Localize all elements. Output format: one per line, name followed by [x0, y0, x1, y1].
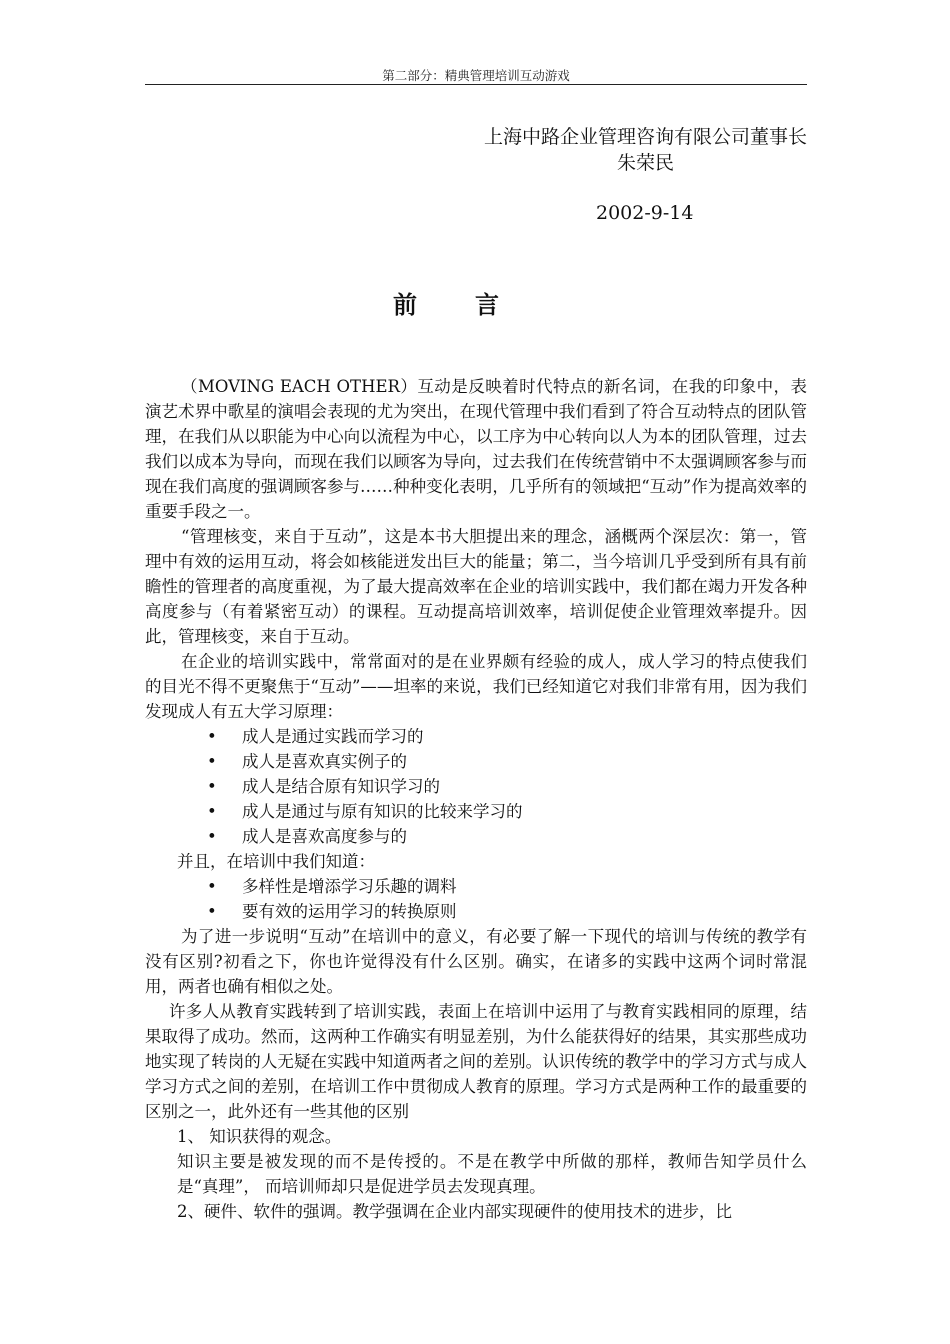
body-text [145, 374, 807, 1224]
paragraph-also: 并且，在培训中我们知道： [177, 852, 375, 871]
document-date: 2002-9-14 [596, 202, 694, 224]
author-block [484, 124, 807, 176]
bullet-icon: • [207, 877, 217, 896]
list-item: • 成人是喜欢真实例子的 [145, 749, 807, 774]
section-title: 前言 [393, 290, 557, 319]
list-item: • 成人是结合原有知识学习的 [145, 774, 807, 799]
paragraph-training-vs-teaching: 为了进一步说明“互动”在培训中的意义，有必要了解一下现代的培训与传统的教学有没有区别?初看之下，你也许觉得没有什么区别。确实，在诸多的实践中这两个词时常混用，两者也确有相似之处。 [145, 927, 807, 996]
list-item: • 多样性是增添学习乐趣的调料 [145, 874, 807, 899]
list-item: • 成人是通过与原有知识的比较来学习的 [145, 799, 807, 824]
adult-learning-list [145, 724, 807, 849]
list-item: • 成人是通过实践而学习的 [145, 724, 807, 749]
bullet-icon: • [207, 752, 217, 771]
training-list [145, 874, 807, 924]
paragraph-adult-learning: 在企业的培训实践中，常常面对的是在业界颇有经验的成人，成人学习的特点使我们的目光不得不更聚焦于“互动”——坦率的来说，我们已经知道它对我们非常有用，因为我们发现成人有五大学习原理： [145, 652, 807, 721]
paragraph-knowledge: 知识主要是被发现的而不是传授的。不是在教学中所做的那样，教师告知学员什么是“真理”， 而培训师却只是促进学员去发现真理。 [177, 1152, 807, 1196]
bullet-icon: • [207, 802, 217, 821]
paragraph-differences: 许多人从教育实践转到了培训实践，表面上在培训中运用了与教育实践相同的原理，结果取得了成功。然而，这两种工作确实有明显差别，为什么能获得好的结果，其实那些成功地实现了转岗的人无疑在实践中知道两者之间的差别。认识传统的教学中的学习方式与成人学习方式之间的差别，在培训工作中贯彻成人教育的原理。学习方式是两种工作的最重要的区别之一，此外还有一些其他的区别 [145, 1002, 807, 1121]
paragraph-concept: “管理核变，来自于互动”，这是本书大胆提出来的理念，涵概两个深层次：第一，管理中有效的运用互动，将会如核能迸发出巨大的能量；第二，当今培训几乎受到所有具有前瞻性的管理者的高度重视，为了最大提高效率在企业的培训实践中，我们都在竭力开发各种高度参与（有着紧密互动）的课程。互动提高培训效率，培训促使企业管理效率提升。因此，管理核变，来自于互动。 [145, 527, 807, 646]
bullet-icon: • [207, 902, 217, 921]
numbered-item-1: 1、 知识获得的观念。 [177, 1127, 342, 1146]
numbered-item-2: 2、硬件、软件的强调。教学强调在企业内部实现硬件的使用技术的进步，比 [177, 1202, 732, 1221]
list-item: • 要有效的运用学习的转换原则 [145, 899, 807, 924]
bullet-icon: • [207, 827, 217, 846]
list-item: • 成人是喜欢高度参与的 [145, 824, 807, 849]
bullet-icon: • [207, 777, 217, 796]
header-divider [145, 84, 807, 85]
page-header: 第二部分：精典管理培训互动游戏 [382, 68, 570, 83]
paragraph-intro: （MOVING EACH OTHER）互动是反映着时代特点的新名词，在我的印象中，表演艺术界中歌星的演唱会表现的尤为突出，在现代管理中我们看到了符合互动特点的团队管理，在我们从以职能为中心向以流程为中心，以工序为中心转向以人为本的团队管理，过去我们以成本为导向，而现在我们以顾客为导向，过去我们在传统营销中不太强调顾客参与而现在我们高度的强调顾客参与……种种变化表明，几乎所有的领域把“互动”作为提高效率的重要手段之一。 [145, 377, 807, 521]
author-name: 朱荣民 [616, 152, 674, 174]
author-title: 上海中路企业管理咨询有限公司董事长 [483, 126, 807, 148]
bullet-icon: • [207, 727, 217, 746]
